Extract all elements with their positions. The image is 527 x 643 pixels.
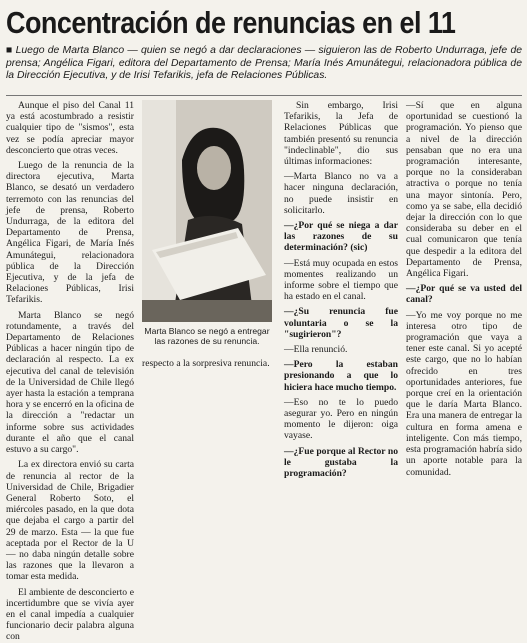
article-paragraph: —Ella renunció. xyxy=(284,344,348,356)
article-paragraph: —Sí que en alguna oportunidad se cuestionó la programación. Yo pienso que a nivel de la dirección pensaban que no era una programación interesante, porque no la consideraban atractiva o porque no tenía una mayor sintonía. Pero, como ya se sabe, ella decidió dejar la dirección con lo que consideraba su deber en el cual comunicaron que tenía que despedir a la editora del Departamento de Prensa, Angélica Figari. xyxy=(406,100,522,280)
article-column-2-continuation: respecto a la sorpresiva renuncia. xyxy=(142,358,270,369)
article-column-4 xyxy=(406,100,522,600)
photo-marta-blanco xyxy=(142,100,272,322)
divider xyxy=(6,95,522,96)
article-paragraph: Sin embargo, Irisi Tefarikis, la Jefa de Relaciones Públicas que también presentó su renuncia "indeclinable", dio sus últimas informaciones: xyxy=(284,100,398,168)
article-paragraph: —Marta Blanco no va a hacer ninguna declaración, no puede insistir en solicitarlo. xyxy=(284,171,398,216)
article-paragraph: El ambiente de desconcierto e incertidumbre que se vivía ayer en el canal impedía a cualquier funcionario decir palabra alguna con xyxy=(6,586,134,643)
interview-question: —¿Su renuncia fue voluntaria o se la "sugirieron"? xyxy=(284,306,398,340)
lede-paragraph xyxy=(6,45,522,83)
article-paragraph: —Yo me voy porque no me interesa otro tipo de programación que vaya a tener este canal. Si yo acepté este cargo, que no lo habían ofrecido en tres oportunidades anteriores, fue porque creí en la orientación que le daría Marta Blanco. Era una manera de entregar la cultura en forma amena e inteligente. Con más tiempo, esta programación habría sido un aporte notable para la comunidad. xyxy=(406,309,522,478)
headline: Concentración de renuncias en el 11 xyxy=(6,5,456,40)
lede-text: Luego de Marta Blanco — quien se negó a dar declaraciones — siguieron las de Roberto Undurraga, jefe de prensa; Angélica Figari, editora del Departamento de Prensa; María Inés Amunátegui, relacionadora pública de la Dirección Ejecutiva, y de Irisi Tefarikis, jefa de Relaciones Públicas. xyxy=(6,45,522,81)
article-paragraph: Aunque el piso del Canal 11 ya está acostumbrado a resistir cualquier tipo de "sismos", esta vez se podía apreciar mayor desconcierto que otras veces. xyxy=(6,100,134,156)
article-paragraph: Marta Blanco se negó rotundamente, a través del Departamento de Relaciones Públicas a hacer ningún tipo de declaración al respecto. La ex ejecutiva del canal de televisión de la Universidad de Chile llegó ayer hasta la estación a temprana hora y se encerró en la oficina de la dirección a "redactar un informe sobre sus actividades durante el año que el canal estuvo a su cargo". xyxy=(6,309,134,456)
article-paragraph: Luego de la renuncia de la directora ejecutiva, Marta Blanco, se desató un verdadero terremoto con las renuncias del jefe de prensa, Roberto Undurraga, de la editora del Departamento de Prensa, Angélica Figari, de María Inés Amunátegui, relacionadora pública de la Dirección Ejecutiva, y de la jefa de Relaciones Públicas, Irisi Tefarikis. xyxy=(6,160,134,306)
article-column-3 xyxy=(284,100,398,600)
article-column-1 xyxy=(6,100,134,643)
interview-question: —¿Fue porque al Rector no le gustaba la programación? xyxy=(284,445,398,480)
photo-caption: Marta Blanco se negó a entregar las razones de su renuncia. xyxy=(144,326,270,347)
article-paragraph: La ex directora envió su carta de renuncia al rector de la Universidad de Chile, Brigadier General Roberto Soto, el miércoles pasado, en la que dota que dejaba el cargo a partir del 29 de marzo. Esta — la que fue aceptada por el Rector de la U — no daba ningún detalle sobre las razones que la llevaron a tomar esta medida. xyxy=(6,459,134,583)
interview-question: —Pero la estaban presionando a que lo hiciera hace mucho tiempo. xyxy=(284,359,398,393)
article-paragraph: —Eso no te lo puedo asegurar yo. Pero en ningún momento le dijeron: oiga vayase. xyxy=(284,396,398,442)
square-bullet-icon: ■ xyxy=(6,45,13,56)
interview-question: —¿Por qué se va usted del canal? xyxy=(406,283,522,306)
interview-question: —¿Por qué se niega a dar las razones de su determinación? (sic) xyxy=(284,220,398,254)
article-paragraph: —Está muy ocupada en estos momentes realizando un informe sobre el tiempo que ha estado en el canal. xyxy=(284,257,398,303)
